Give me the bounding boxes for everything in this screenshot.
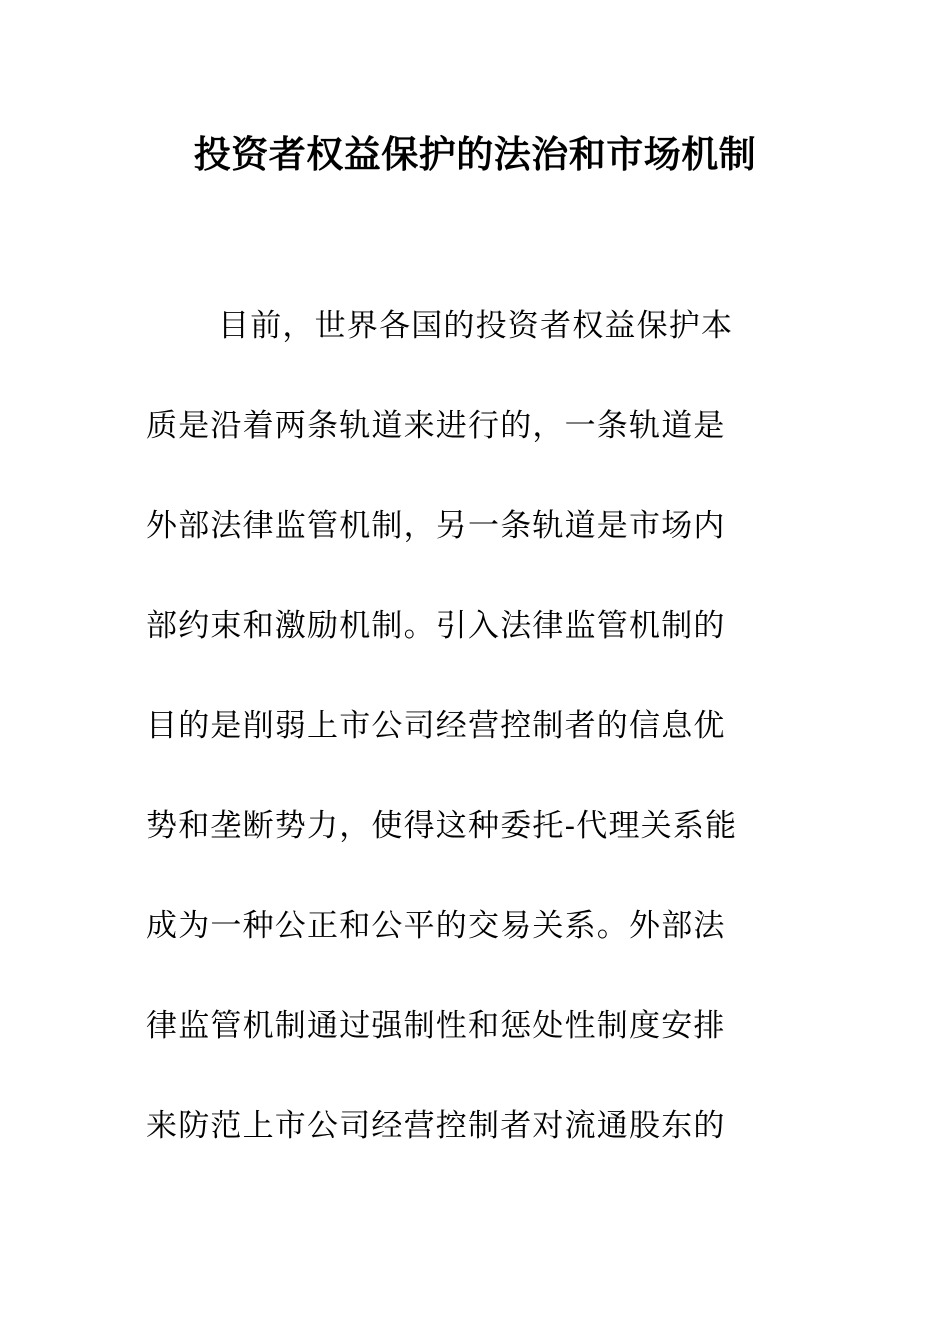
paragraph-line: 律监管机制通过强制性和惩处性制度安排 [146,1008,726,1044]
paragraph-line: 部约束和激励机制。引入法律监管机制的 [146,608,726,644]
paragraph-line: 势和垄断势力，使得这种委托-代理关系能 [146,808,738,844]
paragraph-line: 质是沿着两条轨道来进行的，一条轨道是 [146,408,726,444]
paragraph-line: 来防范上市公司经营控制者对流通股东的 [146,1108,726,1144]
paragraph-line: 目的是削弱上市公司经营控制者的信息优 [146,708,726,744]
paragraph-line: 外部法律监管机制，另一条轨道是市场内 [146,508,726,544]
paragraph-line: 目前，世界各国的投资者权益保护本 [218,308,734,344]
paragraph-line: 成为一种公正和公平的交易关系。外部法 [146,908,726,944]
document-title: 投资者权益保护的法治和市场机制 [193,132,757,176]
